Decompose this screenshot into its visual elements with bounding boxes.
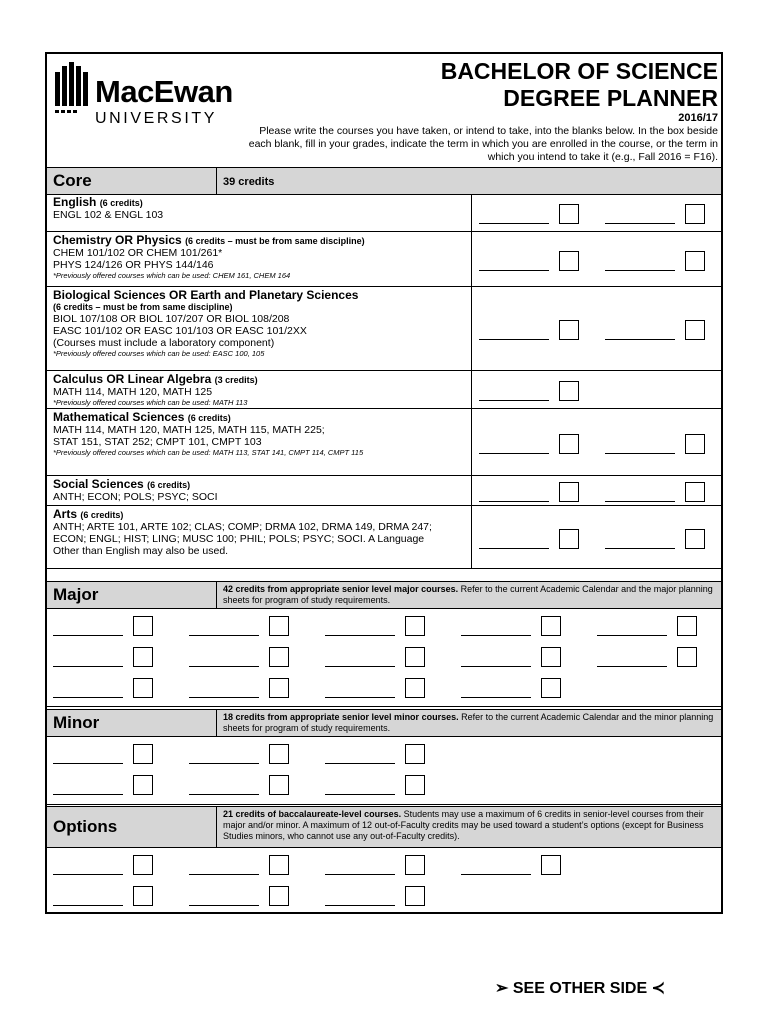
core-row-description bbox=[53, 508, 468, 557]
minor-slot bbox=[189, 742, 291, 764]
major-slot bbox=[189, 645, 291, 667]
core-grade-box[interactable] bbox=[559, 320, 579, 340]
major-course-blank[interactable] bbox=[325, 697, 395, 698]
core-row-course-line: ENGL 102 & ENGL 103 bbox=[53, 209, 164, 221]
left-arrow-icon: ≺ bbox=[651, 980, 665, 997]
options-note bbox=[217, 807, 721, 847]
major-slot bbox=[597, 645, 699, 667]
core-grade-box[interactable] bbox=[559, 251, 579, 271]
major-course-blank[interactable] bbox=[189, 697, 259, 698]
options-grade-box[interactable] bbox=[133, 886, 153, 906]
core-slot bbox=[605, 527, 707, 549]
minor-note-bold: 18 credits from appropriate senior level minor courses. bbox=[223, 712, 459, 722]
major-note bbox=[217, 582, 721, 608]
options-grade-box[interactable] bbox=[269, 855, 289, 875]
core-row-title: English bbox=[53, 195, 97, 209]
minor-course-blank[interactable] bbox=[53, 763, 123, 764]
options-slot bbox=[189, 853, 291, 875]
core-row-credits: (6 credits) bbox=[80, 510, 124, 520]
core-row-credits: (6 credits) bbox=[99, 198, 143, 208]
core-row-heading bbox=[53, 234, 468, 247]
major-course-blank[interactable] bbox=[597, 635, 667, 636]
core-row-credits: (6 credits) bbox=[187, 413, 231, 423]
options-course-blank[interactable] bbox=[53, 905, 123, 906]
options-course-blank[interactable] bbox=[325, 874, 395, 875]
major-grade-box[interactable] bbox=[405, 647, 425, 667]
options-course-blank[interactable] bbox=[53, 874, 123, 875]
core-row-description bbox=[53, 411, 468, 458]
core-credits: 39 credits bbox=[217, 168, 721, 194]
minor-grade-box[interactable] bbox=[133, 775, 153, 795]
major-slot bbox=[53, 614, 155, 636]
core-course-blank[interactable] bbox=[479, 548, 549, 549]
major-slot bbox=[325, 676, 427, 698]
options-slot bbox=[189, 884, 291, 906]
core-row-footnote: *Previously offered courses which can be used: CHEM 161, CHEM 164 bbox=[53, 271, 291, 280]
core-slot bbox=[605, 318, 707, 340]
options-slot bbox=[461, 853, 563, 875]
core-slot bbox=[479, 318, 581, 340]
core-slot bbox=[605, 202, 707, 224]
core-grade-box[interactable] bbox=[559, 381, 579, 401]
major-course-blank[interactable] bbox=[461, 666, 531, 667]
core-row-course-line: MATH 114, MATH 120, MATH 125, MATH 115, MATH 225; bbox=[53, 424, 325, 436]
major-grade-box[interactable] bbox=[405, 616, 425, 636]
major-course-blank[interactable] bbox=[597, 666, 667, 667]
core-row-title: Social Sciences bbox=[53, 477, 144, 491]
major-section-header bbox=[47, 581, 721, 609]
core-row-course-line: BIOL 107/108 OR BIOL 107/207 OR BIOL 108/208 bbox=[53, 313, 290, 325]
academic-year: 2016/17 bbox=[678, 112, 718, 124]
core-row-heading bbox=[53, 373, 468, 386]
major-course-blank[interactable] bbox=[461, 697, 531, 698]
major-course-blank[interactable] bbox=[53, 635, 123, 636]
core-slot bbox=[479, 202, 581, 224]
core-section-header bbox=[47, 167, 721, 195]
minor-course-blank[interactable] bbox=[189, 794, 259, 795]
minor-grade-box[interactable] bbox=[405, 775, 425, 795]
core-row-heading bbox=[53, 196, 468, 209]
core-course-blank[interactable] bbox=[479, 400, 549, 401]
major-grade-box[interactable] bbox=[541, 616, 561, 636]
options-course-blank[interactable] bbox=[189, 874, 259, 875]
options-label: Options bbox=[47, 807, 217, 847]
core-grade-box[interactable] bbox=[685, 251, 705, 271]
core-row-course-line: ECON; ENGL; HIST; LING; MUSC 100; PHIL; POLS; PSYC; SOCI. A Language bbox=[53, 533, 425, 545]
core-row-description bbox=[53, 289, 468, 359]
core-row-course-line: STAT 151, STAT 252; CMPT 101, CMPT 103 bbox=[53, 436, 262, 448]
options-grade-box[interactable] bbox=[405, 855, 425, 875]
core-slot bbox=[479, 432, 581, 454]
core-course-blank[interactable] bbox=[605, 548, 675, 549]
major-grade-box[interactable] bbox=[269, 616, 289, 636]
core-grade-box[interactable] bbox=[559, 482, 579, 502]
major-grade-box[interactable] bbox=[677, 616, 697, 636]
minor-label: Minor bbox=[47, 710, 217, 736]
minor-slot bbox=[53, 773, 155, 795]
core-row bbox=[47, 287, 721, 371]
core-slot bbox=[605, 249, 707, 271]
core-row bbox=[47, 476, 721, 506]
major-grade-box[interactable] bbox=[541, 678, 561, 698]
options-course-blank[interactable] bbox=[461, 874, 531, 875]
core-course-blank[interactable] bbox=[605, 223, 675, 224]
options-slot bbox=[325, 884, 427, 906]
core-row bbox=[47, 232, 721, 287]
options-section-header bbox=[47, 806, 721, 848]
core-course-blank[interactable] bbox=[605, 453, 675, 454]
core-row-title: Mathematical Sciences bbox=[53, 410, 185, 424]
major-grade-box[interactable] bbox=[405, 678, 425, 698]
major-grid bbox=[47, 609, 721, 707]
minor-course-blank[interactable] bbox=[53, 794, 123, 795]
major-grade-box[interactable] bbox=[133, 678, 153, 698]
minor-section-header bbox=[47, 709, 721, 737]
core-slot bbox=[605, 480, 707, 502]
core-grade-box[interactable] bbox=[685, 529, 705, 549]
options-grade-box[interactable] bbox=[133, 855, 153, 875]
major-note-bold: 42 credits from appropriate senior level major courses. bbox=[223, 584, 459, 594]
core-grade-box[interactable] bbox=[685, 482, 705, 502]
options-grid bbox=[47, 848, 721, 912]
major-label: Major bbox=[47, 582, 217, 608]
major-slot bbox=[461, 614, 563, 636]
core-row-credits: (6 credits – must be from same discipline) bbox=[185, 236, 365, 246]
core-course-blank[interactable] bbox=[479, 339, 549, 340]
minor-grade-box[interactable] bbox=[405, 744, 425, 764]
options-grade-box[interactable] bbox=[405, 886, 425, 906]
minor-slot bbox=[53, 742, 155, 764]
core-row-course-line: CHEM 101/102 OR CHEM 101/261* bbox=[53, 247, 223, 259]
options-course-blank[interactable] bbox=[189, 905, 259, 906]
core-row-course-line: ANTH; ECON; POLS; PSYC; SOCI bbox=[53, 491, 218, 503]
core-row-title: Biological Sciences OR Earth and Planetary Sciences bbox=[53, 288, 359, 302]
minor-note-rest: Refer to the current Academic Calendar and the minor planning sheets for program of study requirements. bbox=[223, 712, 714, 733]
major-grade-box[interactable] bbox=[541, 647, 561, 667]
options-grade-box[interactable] bbox=[269, 886, 289, 906]
core-row-footnote: *Previously offered courses which can be used: MATH 113, STAT 141, CMPT 114, CMPT 115 bbox=[53, 448, 364, 457]
core-row-description bbox=[53, 373, 468, 408]
core-grade-box[interactable] bbox=[685, 320, 705, 340]
core-row-divider bbox=[471, 476, 472, 505]
major-slot bbox=[461, 645, 563, 667]
options-slot bbox=[325, 853, 427, 875]
options-grade-box[interactable] bbox=[541, 855, 561, 875]
core-course-blank[interactable] bbox=[605, 501, 675, 502]
core-row-divider bbox=[471, 232, 472, 286]
core-grade-box[interactable] bbox=[559, 204, 579, 224]
core-row-title: Chemistry OR Physics bbox=[53, 233, 182, 247]
core-slot bbox=[479, 480, 581, 502]
core-course-blank[interactable] bbox=[479, 270, 549, 271]
core-label: Core bbox=[47, 168, 217, 194]
right-arrow-icon: ➢ bbox=[495, 980, 509, 997]
major-slot bbox=[189, 676, 291, 698]
core-row-course-line: MATH 114, MATH 120, MATH 125 bbox=[53, 386, 213, 398]
major-course-blank[interactable] bbox=[325, 666, 395, 667]
core-row-heading bbox=[53, 289, 468, 301]
major-slot bbox=[325, 614, 427, 636]
core-row-footnote: *Previously offered courses which can be used: EASC 100, 105 bbox=[53, 349, 265, 358]
core-row-course-line: ANTH; ARTE 101, ARTE 102; CLAS; COMP; DRMA 102, DRMA 149, DRMA 247; bbox=[53, 521, 432, 533]
minor-note bbox=[217, 710, 721, 736]
core-row-title: Arts bbox=[53, 507, 78, 521]
major-course-blank[interactable] bbox=[325, 635, 395, 636]
core-course-blank[interactable] bbox=[479, 453, 549, 454]
minor-slot bbox=[189, 773, 291, 795]
see-other-side bbox=[495, 978, 665, 998]
core-row-course-line: PHYS 124/126 OR PHYS 144/146 bbox=[53, 259, 214, 271]
core-row-credits: (6 credits) bbox=[147, 480, 191, 490]
core-row-description bbox=[53, 196, 468, 221]
core-grade-box[interactable] bbox=[685, 434, 705, 454]
major-grade-box[interactable] bbox=[133, 647, 153, 667]
title-line-2: DEGREE PLANNER bbox=[503, 85, 718, 111]
core-row-course-line: Other than English may also be used. bbox=[53, 545, 229, 557]
core-row-heading bbox=[53, 478, 468, 491]
macewan-logo bbox=[55, 60, 255, 132]
core-row-title: Calculus OR Linear Algebra bbox=[53, 372, 212, 386]
core-row-divider bbox=[471, 506, 472, 568]
options-slot bbox=[53, 884, 155, 906]
minor-slot bbox=[325, 773, 427, 795]
minor-course-blank[interactable] bbox=[189, 763, 259, 764]
core-row-course-line: (Courses must include a laboratory component) bbox=[53, 337, 275, 349]
core-row-divider bbox=[471, 194, 472, 231]
core-grade-box[interactable] bbox=[685, 204, 705, 224]
core-row-divider bbox=[471, 409, 472, 475]
core-row-divider bbox=[471, 287, 472, 370]
major-course-blank[interactable] bbox=[461, 635, 531, 636]
logo-name: MacEwan bbox=[95, 74, 233, 109]
major-slot bbox=[325, 645, 427, 667]
minor-grade-box[interactable] bbox=[269, 744, 289, 764]
major-course-blank[interactable] bbox=[53, 666, 123, 667]
core-row-heading bbox=[53, 411, 468, 424]
logo-university: UNIVERSITY bbox=[95, 110, 218, 127]
options-course-blank[interactable] bbox=[325, 905, 395, 906]
major-slot bbox=[461, 676, 563, 698]
major-slot bbox=[53, 676, 155, 698]
core-row-course-line: EASC 101/102 OR EASC 101/103 OR EASC 101/2XX bbox=[53, 325, 307, 337]
options-note-bold: 21 credits of baccalaureate-level courses. bbox=[223, 809, 402, 819]
major-slot bbox=[597, 614, 699, 636]
core-row bbox=[47, 194, 721, 232]
options-slot bbox=[53, 853, 155, 875]
core-row-divider bbox=[471, 371, 472, 408]
core-row bbox=[47, 371, 721, 409]
minor-grade-box[interactable] bbox=[133, 744, 153, 764]
core-course-blank[interactable] bbox=[605, 339, 675, 340]
core-slot bbox=[479, 379, 581, 401]
core-row-course-line: (6 credits – must be from same discipline) bbox=[53, 302, 233, 312]
minor-course-blank[interactable] bbox=[325, 794, 395, 795]
major-slot bbox=[189, 614, 291, 636]
core-row-credits: (3 credits) bbox=[214, 375, 258, 385]
major-grade-box[interactable] bbox=[269, 647, 289, 667]
major-slot bbox=[53, 645, 155, 667]
core-row-description bbox=[53, 478, 468, 503]
minor-grid bbox=[47, 737, 721, 805]
core-course-blank[interactable] bbox=[479, 223, 549, 224]
core-course-blank[interactable] bbox=[605, 270, 675, 271]
title-line-1: BACHELOR OF SCIENCE bbox=[440, 58, 718, 84]
major-note-rest: Refer to the current Academic Calendar and the major planning sheets for program of study requirements. bbox=[223, 584, 713, 605]
core-grade-box[interactable] bbox=[559, 529, 579, 549]
minor-course-blank[interactable] bbox=[325, 763, 395, 764]
major-course-blank[interactable] bbox=[189, 635, 259, 636]
core-slot bbox=[479, 249, 581, 271]
core-row-description bbox=[53, 234, 468, 281]
major-course-blank[interactable] bbox=[189, 666, 259, 667]
major-grade-box[interactable] bbox=[677, 647, 697, 667]
core-grade-box[interactable] bbox=[559, 434, 579, 454]
macewan-logo-icon bbox=[55, 62, 91, 116]
core-slot bbox=[479, 527, 581, 549]
core-slot bbox=[605, 432, 707, 454]
minor-slot bbox=[325, 742, 427, 764]
major-grade-box[interactable] bbox=[269, 678, 289, 698]
core-course-blank[interactable] bbox=[479, 501, 549, 502]
page-title bbox=[441, 58, 718, 112]
instructions: Please write the courses you have taken, or intend to take, into the blanks below. In the box beside each blank, fill in your grades, indicate the term in which you are enrolled in the course, or the term in which you intend to take it (e.g., Fall 2016 = F16). bbox=[248, 125, 718, 163]
core-row bbox=[47, 409, 721, 476]
options-note-rest: Students may use a maximum of 6 credits in senior-level courses from their major and/or minor. A maximum of 12 out-of-Faculty credits may be used toward a student’s options (except for Business Studies minors, who cannot use any out-of-Faculty credits). bbox=[223, 809, 704, 841]
core-row-heading bbox=[53, 508, 468, 521]
core-row-footnote: *Previously offered courses which can be used: MATH 113 bbox=[53, 398, 248, 407]
footer-text: SEE OTHER SIDE bbox=[512, 980, 648, 997]
minor-grade-box[interactable] bbox=[269, 775, 289, 795]
major-course-blank[interactable] bbox=[53, 697, 123, 698]
core-row bbox=[47, 506, 721, 569]
major-grade-box[interactable] bbox=[133, 616, 153, 636]
